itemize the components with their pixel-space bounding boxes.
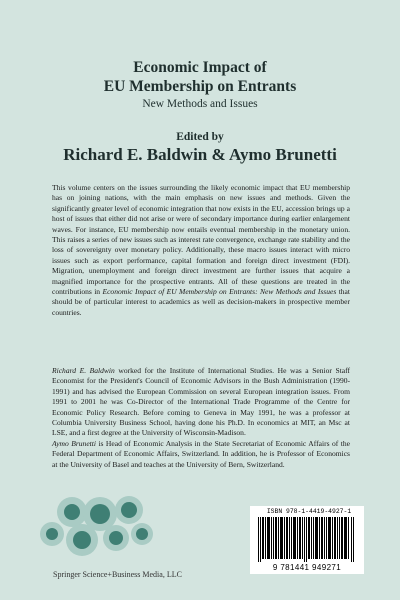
editor-bio-baldwin [52, 366, 350, 439]
title-line-2: EU Membership on Entrants [103, 78, 297, 95]
book-description [52, 183, 350, 318]
bio-name-baldwin: Richard E. Baldwin [52, 366, 115, 375]
title-line-1: Economic Impact of [133, 59, 267, 76]
publisher-name: Springer Science+Business Media, LLC [53, 570, 182, 579]
decorative-circles-logo-icon [38, 492, 160, 568]
barcode-bars-icon [258, 517, 356, 562]
description-book-title: Economic Impact of EU Membership on Entrants: New Methods and Issues [102, 287, 337, 297]
edited-by-label: Edited by [176, 131, 224, 143]
barcode-number: 9 781441 949271 [272, 563, 342, 572]
bio-text-baldwin: worked for the Institute of International Studies. He was a Senior Staff Economist for the President's Council of Economic Advisors in the Bush Administration (1990-1991) and has advised the European Commission on several European integration issues. From 1991 to 2001 he was Co-Director of the International Trade Programme of the Centre for Economic Policy Research. Before coming to Geneva in May 1991, he was a professor at Columbia University Business School, having done his Ph.D. In economics at MIT, an Msc at LSE, and a first degree at the University of Wisconsin-Madison. [52, 366, 350, 438]
description-end: that should be of particular interest to academics as well as decision-makers in prospective member countries. [52, 287, 351, 317]
book-subtitle: New Methods and Issues [142, 98, 258, 110]
description-text: This volume centers on the issues surrounding the likely economic impact that EU membership has on joining nations, with the main emphasis on new issues and methods. Given the significantly greater level of economic integration that now exists in the EU, accession brings up a host of issues that either did not arise or were of secondary importance during earlier enlargement waves. For instance, EU membership now entails eventual membership in the monetary union. This raises a series of new issues such as interest rate convergence, exchange rate stability and the loss of sovereignty over monetary policy. Additionally, these macro issues interact with micro issues such as export performance, capital formation and foreign direct investment (FDI). Migration, unemployment and foreign direct investment are further issues that acquire a magnified importance for the prospective entrants. All of these questions are treated in the contributions in [52, 183, 350, 297]
editor-bio-brunetti [52, 439, 350, 470]
bio-text-brunetti: is Head of Economic Analysis in the State Secretariat of Economic Affairs of the Federal Department of Economic Affairs, Switzerland. In addition, he is Professor of Economics at the University of Basel and teaches at the University of Bern, Switzerland. [52, 439, 350, 469]
isbn-number: ISBN 978-1-4419-4927-1 [266, 508, 352, 515]
barcode [250, 506, 364, 574]
editors-names: Richard E. Baldwin & Aymo Brunetti [63, 145, 337, 164]
book-title [0, 58, 400, 96]
bio-name-brunetti: Aymo Brunetti [52, 439, 96, 448]
